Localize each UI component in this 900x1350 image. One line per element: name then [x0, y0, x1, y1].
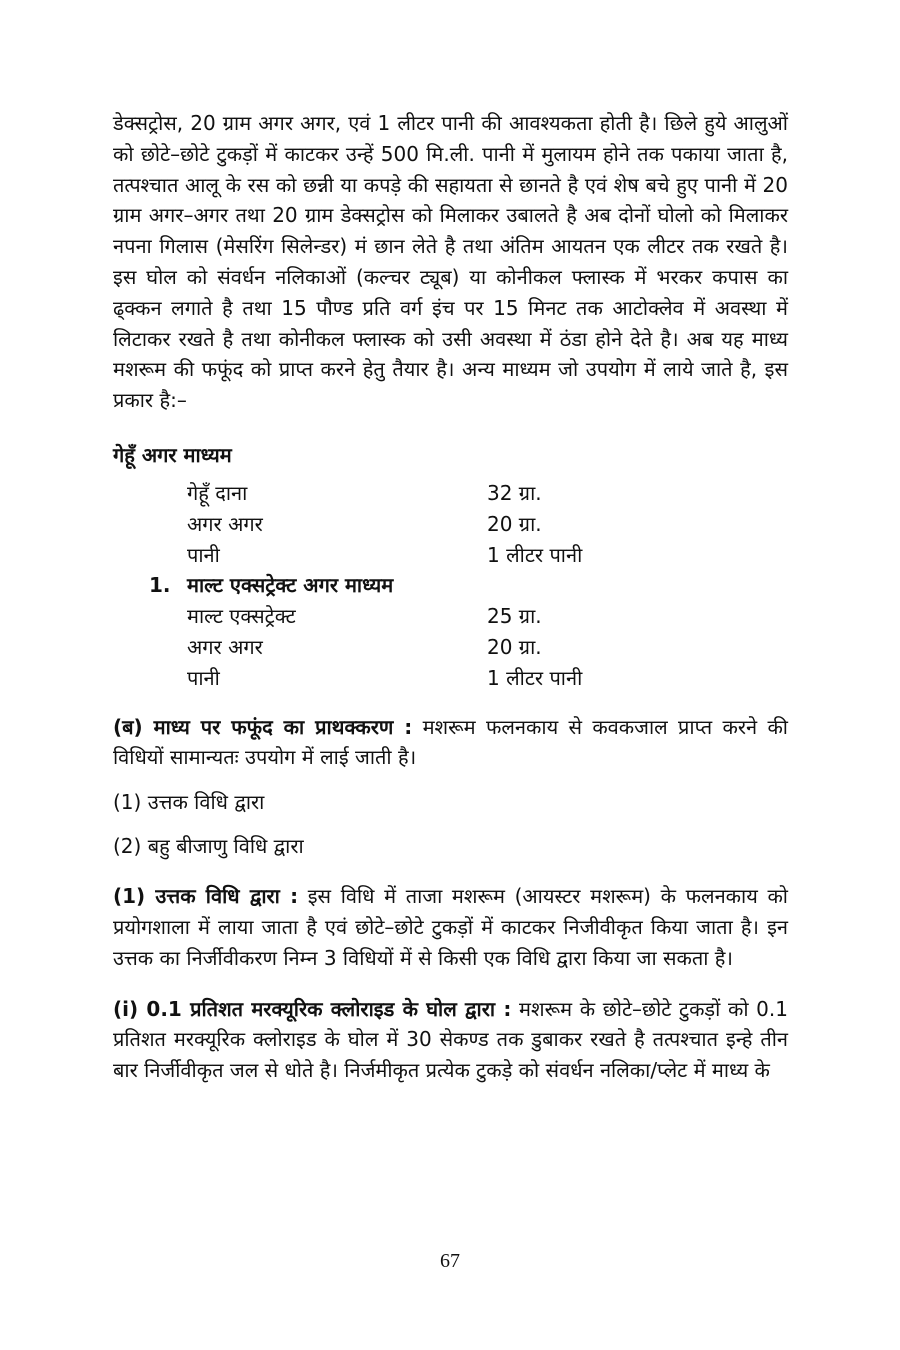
table-row [113, 632, 687, 663]
list-item: (1) उत्तक विधि द्वारा [113, 790, 265, 815]
ingredient-name: गेहूँ दाना [187, 480, 248, 505]
ingredient-qty: 25 ग्रा. [487, 604, 542, 629]
page-number: 67 [440, 1250, 460, 1272]
ingredient-qty: 20 ग्रा. [487, 511, 542, 536]
tissue-method-paragraph [113, 881, 788, 973]
ingredient-name: पानी [187, 665, 220, 690]
table-row [113, 509, 687, 540]
tissue-method-label: (1) उत्तक विधि द्वारा : [113, 884, 299, 909]
ingredient-qty: 20 ग्रा. [487, 634, 542, 659]
mercuric-method-label: (i) 0.1 प्रतिशत मरक्यूरिक क्लोराइड के घोल द्वारा : [113, 996, 512, 1021]
ingredient-qty: 1 लीटर पानी [487, 665, 583, 690]
ingredient-qty: 32 ग्रा. [487, 480, 542, 505]
intro-paragraph: डेक्सट्रोस, 20 ग्राम अगर अगर, एवं 1 लीटर पानी की आवश्यकता होती है। छिले हुये आलुओं को छोटे–छोटे टुकड़ों में काटकर उन्हें 500 मि.ली. पानी में मुलायम होने तक पकाया जाता है, तत्पश्चात आलू के रस को छन्नी या कपड़े की सहायता से छानते है एवं शेष बचे हुए पानी में 20 ग्राम अगर–अगर तथा 20 ग्राम डेक्सट्रोस को मिलाकर उबालते है अब दोनों घोलो को मिलाकर नपना गिलास (मेसरिंग सिलेन्डर) मं छान लेते है तथा अंतिम आयतन एक लीटर तक रखते है। इस घोल को संवर्धन नलिकाओं (कल्चर ट्यूब) या कोनीकल फ्लास्क में भरकर कपास का ढ्क्कन लगाते है तथा 15 पौण्ड प्रति वर्ग इंच पर 15 मिनट तक आटोक्लेव में अवस्था में लिटाकर रखते है तथा कोनीकल फ्लास्क को उसी अवस्था में ठंडा होने देते है। अब यह माध्य मशरूम की फफूंद को प्राप्त करने हेतु तैयार है। अन्य माध्यम जो उपयोग में लाये जाते है, इस प्रकार है:– [113, 111, 788, 413]
table-row [113, 540, 687, 571]
wheat-medium-heading: गेहूँ अगर माध्यम [113, 442, 232, 467]
table-row [113, 478, 687, 509]
ingredient-qty: 1 लीटर पानी [487, 542, 583, 567]
table-row [113, 601, 687, 632]
mercuric-method-paragraph [113, 994, 788, 1086]
ingredient-name: अगर अगर [187, 511, 263, 536]
isolation-paragraph [113, 712, 788, 774]
ingredient-name: अगर अगर [187, 634, 263, 659]
isolation-label: (ब) माध्य पर फफूंद का प्राथक्करण : [113, 714, 413, 739]
table-row [113, 663, 687, 694]
isolation-text: मशरूम फलनकाय से कवकजाल प्राप्त करने की विधियों सामान्यतः उपयोग में लाई जाती है। [113, 714, 788, 770]
ingredient-name: पानी [187, 542, 220, 567]
malt-medium-heading-row [113, 570, 687, 601]
ingredient-name: माल्ट एक्सट्रेक्ट [187, 604, 296, 629]
page-content [113, 108, 788, 1086]
wheat-medium-table [113, 478, 687, 694]
tissue-method-text: इस विधि में ताजा मशरूम (आयस्टर मशरूम) के फलनकाय को प्रयोगशाला में लाया जाता है एवं छोटे–छोटे टुकड़ों में काटकर निजीवीकृत किया जाता है। इन उत्तक का निर्जीवीकरण निम्न 3 विधियों में से किसी एक विधि द्वारा किया जा सकता है। [113, 884, 788, 970]
malt-medium-heading: माल्ट एक्सट्रेक्ट अगर माध्यम [187, 573, 394, 598]
mercuric-method-text: मशरूम के छोटे–छोटे टुकड़ों को 0.1 प्रतिशत मरक्यूरिक क्लोराइड के घोल में 30 सेकण्ड तक डुबाकर रखते है तत्पश्चात इन्हे तीन बार निर्जीवीकृत जल से धोते है। निर्जमीकृत प्रत्येक टुकड़े को संवर्धन नलिका/प्लेट में माध्य के [113, 996, 788, 1083]
list-item: (2) बहु बीजाणु विधि द्वारा [113, 834, 304, 859]
section-number: 1. [149, 573, 171, 598]
